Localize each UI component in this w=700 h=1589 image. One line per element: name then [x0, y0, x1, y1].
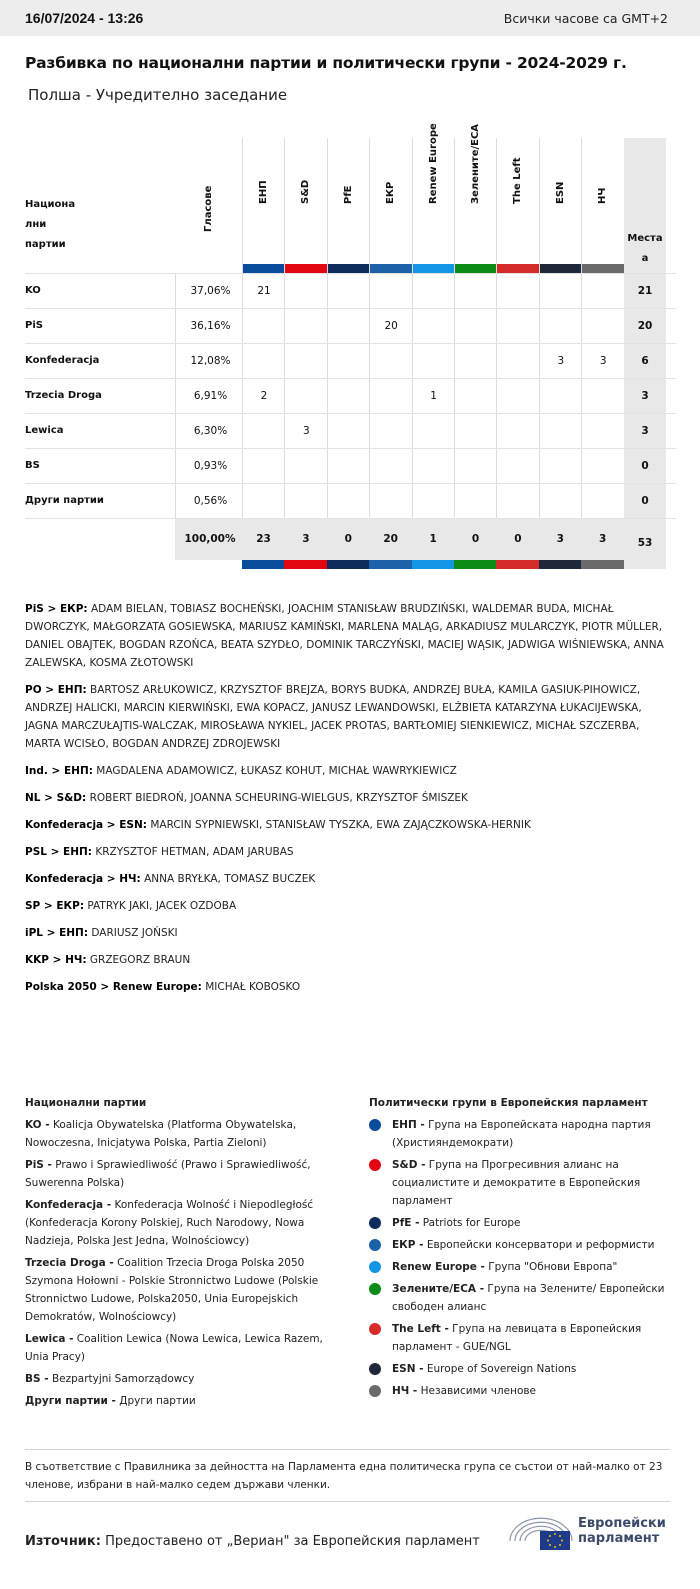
legend-key: The Left -: [392, 1323, 449, 1335]
table-row: [25, 378, 676, 413]
member-list-item: [25, 789, 670, 807]
group-color-bar: [454, 560, 497, 569]
group-color-dot-icon: [369, 1159, 381, 1171]
seat-cell: 21: [242, 274, 285, 308]
vote-share: 36,16%: [175, 309, 245, 343]
legend-text: Други партии: [119, 1395, 196, 1407]
legend-text: Група на Европейската народна партия (Християндемократи): [392, 1119, 651, 1149]
legend-text: Bezpartyjni Samorządowcy: [51, 1373, 195, 1385]
legend-party-item: [25, 1156, 335, 1192]
total-votes: 100,00%: [175, 519, 245, 560]
page-title: Разбивка по национални партии и политически групи - 2024-2029 г.: [25, 54, 627, 72]
seat-cell: [412, 414, 455, 448]
member-names: DARIUSZ JOŃSKI: [91, 927, 178, 939]
member-names: ANNA BRYŁKA, TOMASZ BUCZEK: [144, 873, 316, 885]
vote-share: 0,56%: [175, 484, 245, 518]
seat-cell: [242, 484, 285, 518]
legend-party-items: [25, 1116, 335, 1410]
total-cell: 23: [242, 519, 285, 560]
group-color-bar: [455, 264, 497, 273]
table-row: [25, 483, 676, 518]
seat-cell: 3: [284, 414, 327, 448]
seat-cell: [327, 274, 370, 308]
legend-text: Група на Зелените/ Европейски свободен алианс: [392, 1283, 665, 1313]
seat-cell: [581, 449, 624, 483]
member-names: PATRYK JAKI, JACEK OZDOBA: [87, 900, 237, 912]
seat-cell: [581, 379, 624, 413]
member-list-item: [25, 681, 670, 753]
legend-party-item: [25, 1330, 335, 1366]
member-lists: [25, 600, 670, 1005]
member-names: BARTOSZ ARŁUKOWICZ, KRZYSZTOF BREJZA, BORYS BUDKA, ANDRZEJ BUŁA, KAMILA GASIUK-PIHOWICZ, ANDRZEJ HALICKI, MARCIN KIERWIŃSKI, EWA KOPACZ, JANUSZ LEWANDOWSKI, ELŻBIETA KATARZYNA ŁUKACIJEWSKA, JAGNA MARCZUŁAJTIS-WALCZAK, MIROSŁAWA NYKIEL, JACEK PROTAS, BARTŁOMIEJ SIENKIEWICZ, MICHAŁ SZCZERBA, MARTA WCISŁO, BOGDAN ANDRZEJ ZDROJEWSKI: [25, 684, 642, 750]
group-color-dot-icon: [369, 1261, 381, 1273]
totals-row: [25, 518, 676, 568]
group-color-bar: [369, 560, 412, 569]
group-color-bar: [284, 560, 327, 569]
legend-key: PfE -: [392, 1217, 420, 1229]
group-column-header: [284, 138, 327, 273]
legend-text: Група "Обнови Европа": [488, 1261, 618, 1273]
legend-text: Coalition Lewica (Nowa Lewica, Lewica Razem, Unia Pracy): [25, 1333, 323, 1363]
group-label: ЕНП: [258, 180, 269, 204]
seat-cell: [496, 379, 539, 413]
member-list-item: [25, 978, 670, 996]
legend-group-item: [369, 1360, 669, 1378]
legend-party-item: [25, 1196, 335, 1250]
total-cell: 3: [539, 519, 582, 560]
legend-key: Зелените/ECA -: [392, 1283, 485, 1295]
table-row: [25, 273, 676, 308]
seat-cell: [327, 449, 370, 483]
member-group-key: NL > S&D:: [25, 792, 87, 804]
legend-group-item: [369, 1280, 669, 1316]
seat-cell: [412, 484, 455, 518]
seat-cell: 1: [412, 379, 455, 413]
seat-cell: [284, 379, 327, 413]
table-body: [25, 273, 676, 518]
group-label: ЕКР: [385, 181, 397, 204]
group-color-dot-icon: [369, 1283, 381, 1295]
member-list-item: [25, 600, 670, 672]
member-group-key: Konfederacja > ESN:: [25, 819, 147, 831]
seat-cell: [539, 274, 582, 308]
member-names: ADAM BIELAN, TOBIASZ BOCHEŃSKI, JOACHIM STANISŁAW BRUDZIŃSKI, WALDEMAR BUDA, MICHAŁ DWORCZYK, MAŁGORZATA GOSIEWSKA, MARIUSZ KAMIŃSKI, MARLENA MALĄG, ARKADIUSZ MULARCZYK, PIOTR MÜLLER, DANIEL OBAJTEK, BOGDAN RZOŃCA, BEATA SZYDŁO, DOMINIK TARCZYŃSKI, MACIEJ WĄSIK, JADWIGA WIŚNIEWSKA, ANNA ZALEWSKA, KOSMA ZŁOTOWSKI: [25, 603, 664, 669]
seat-cell: [242, 309, 285, 343]
seat-cell: [369, 484, 412, 518]
member-list-item: [25, 924, 670, 942]
party-name: Lewica: [25, 425, 64, 436]
seat-cell: [242, 344, 285, 378]
legend-text: Coalition Trzecia Droga Polska 2050 Szymona Hołowni - Polskie Stronnictwo Ludowe (Polskie Stronnictwo Ludowe, Polska2050, Unia Europejskich Demokratów, Wolnościowcy): [25, 1257, 319, 1323]
seat-cell: [454, 414, 497, 448]
total-cell: 0: [454, 519, 497, 560]
national-parties-legend: [25, 1094, 335, 1414]
seat-cell: 20: [369, 309, 412, 343]
legend-group-item: [369, 1382, 669, 1400]
legend-text: Група на Прогресивния алианс на социалистите и демократите в Европейския парламент: [392, 1159, 641, 1207]
group-label: The Left: [512, 157, 524, 204]
legend-key: Trzecia Droga -: [25, 1257, 114, 1269]
group-color-bar: [242, 560, 285, 569]
group-column-header: [539, 138, 582, 273]
legend-heading: Политически групи в Европейския парламент: [369, 1097, 648, 1109]
group-color-bar: [370, 264, 412, 273]
header-line: лни: [25, 219, 47, 230]
legend-key: Lewica -: [25, 1333, 74, 1345]
group-color-bar: [496, 560, 539, 569]
group-label: ESN: [554, 181, 566, 204]
total-cell: 0: [327, 519, 370, 560]
member-group-key: PO > ЕНП:: [25, 684, 87, 696]
group-column-header: [327, 138, 370, 273]
seat-cell: [454, 379, 497, 413]
member-list-item: [25, 816, 670, 834]
seat-total: 0: [624, 484, 666, 518]
group-color-bar: [243, 264, 285, 273]
group-label: PfE: [342, 185, 354, 204]
member-group-key: iPL > ЕНП:: [25, 927, 89, 939]
group-label: S&D: [300, 179, 312, 204]
group-column-header: [454, 123, 497, 273]
legend-group-item: [369, 1214, 669, 1232]
seat-cell: [454, 274, 497, 308]
member-names: MARCIN SYPNIEWSKI, STANISŁAW TYSZKA, EWA ZAJĄCZKOWSKA-HERNIK: [150, 819, 531, 831]
total-cell: 1: [412, 519, 455, 560]
seat-cell: [284, 274, 327, 308]
seat-cell: [242, 414, 285, 448]
seat-total: 3: [624, 379, 666, 413]
legend-key: BS -: [25, 1373, 49, 1385]
seat-cell: [412, 344, 455, 378]
member-names: GRZEGORZ BRAUN: [89, 954, 191, 966]
group-color-bar: [412, 560, 455, 569]
seat-cell: [581, 414, 624, 448]
vote-share: 6,30%: [175, 414, 245, 448]
member-group-key: Ind. > ЕНП:: [25, 765, 93, 777]
seat-cell: 2: [242, 379, 285, 413]
legend-text: Европейски консерватори и реформисти: [426, 1239, 655, 1251]
group-color-bar: [581, 560, 624, 569]
vote-share: 6,91%: [175, 379, 245, 413]
seat-cell: [242, 449, 285, 483]
member-list-item: [25, 843, 670, 861]
legend-party-item: [25, 1116, 335, 1152]
seat-cell: [284, 344, 327, 378]
seat-cell: 3: [581, 344, 624, 378]
group-label: Renew Europe: [427, 123, 439, 204]
page-subtitle: Полша - Учредително заседание: [28, 86, 288, 104]
logo-line: Европейски: [578, 1516, 666, 1531]
party-name: Trzecia Droga: [25, 390, 102, 401]
vote-share: 12,08%: [175, 344, 245, 378]
timestamp: 16/07/2024 - 13:26: [25, 10, 144, 26]
member-list-item: [25, 897, 670, 915]
seat-cell: [327, 379, 370, 413]
source-text: Предоставено от „Вериан" за Европейския парламент: [105, 1534, 480, 1549]
group-color-dot-icon: [369, 1239, 381, 1251]
legend-group-item: [369, 1156, 669, 1210]
table-header: [25, 123, 676, 273]
legend-text: Koalicja Obywatelska (Platforma Obywatelska, Nowoczesna, Inicjatywa Polska, Partia Zieloni): [25, 1119, 297, 1149]
seat-cell: [327, 484, 370, 518]
seat-cell: [539, 484, 582, 518]
votes-header-label: Гласове: [203, 185, 214, 232]
seat-cell: [369, 449, 412, 483]
seat-cell: [327, 414, 370, 448]
group-column-header: [369, 138, 412, 273]
seat-cell: [369, 414, 412, 448]
party-name: Други партии: [25, 495, 104, 506]
group-color-bar: [540, 264, 582, 273]
seat-cell: [539, 414, 582, 448]
table-row: [25, 448, 676, 483]
legend-text: Prawo i Sprawiedliwość (Prawo i Sprawiedliwość, Suwerenna Polska): [25, 1159, 311, 1189]
legend-key: Други партии -: [25, 1395, 116, 1407]
legend-text: Група на левицата в Европейския парламент - GUE/NGL: [392, 1323, 642, 1353]
member-group-key: Konfederacja > НЧ:: [25, 873, 141, 885]
legend-key: ЕКР -: [392, 1239, 424, 1251]
total-cell: 0: [496, 519, 539, 560]
ep-logo-text: [578, 1516, 666, 1546]
logo-line: парламент: [578, 1531, 660, 1546]
votes-header: [175, 138, 245, 273]
member-group-key: Polska 2050 > Renew Europe:: [25, 981, 202, 993]
seat-cell: [327, 309, 370, 343]
table-row: [25, 413, 676, 448]
group-color-dot-icon: [369, 1119, 381, 1131]
group-label: Зелените/ECA: [470, 123, 481, 204]
seat-cell: [539, 379, 582, 413]
seat-cell: [496, 414, 539, 448]
seat-cell: [496, 484, 539, 518]
source-label: Източник:: [25, 1534, 101, 1549]
seat-cell: [412, 309, 455, 343]
political-groups-legend: [369, 1094, 669, 1404]
table-row: [25, 343, 676, 378]
seat-cell: [412, 449, 455, 483]
seat-cell: [454, 449, 497, 483]
seat-total: 6: [624, 344, 666, 378]
seat-cell: [284, 449, 327, 483]
source-line: [25, 1534, 480, 1549]
divider: [25, 1501, 670, 1502]
member-names: ROBERT BIEDROŃ, JOANNA SCHEURING-WIELGUS, KRZYSZTOF ŚMISZEK: [89, 792, 468, 804]
seat-total: 20: [624, 309, 666, 343]
seat-cell: [496, 449, 539, 483]
rules-note: В съответствие с Правилника за дейността на Парламента една политическа група се състои от най-малко от 23 членове, избрани в най-малко седем държави членки.: [25, 1449, 670, 1494]
legend-group-item: [369, 1236, 669, 1254]
timezone-note: Всички часове са GMT+2: [503, 10, 668, 26]
group-color-dot-icon: [369, 1363, 381, 1375]
seat-cell: [581, 309, 624, 343]
seat-cell: [412, 274, 455, 308]
group-color-bar: [582, 264, 624, 273]
member-list-item: [25, 870, 670, 888]
top-bar: [0, 0, 700, 36]
total-cell: 3: [284, 519, 327, 560]
legend-group-item: [369, 1258, 669, 1276]
legend-key: S&D -: [392, 1159, 426, 1171]
member-group-key: PSL > ЕНП:: [25, 846, 93, 858]
group-color-bar: [328, 264, 370, 273]
seat-cell: [454, 344, 497, 378]
legend-group-item: [369, 1320, 669, 1356]
legend-key: Renew Europe -: [392, 1261, 485, 1273]
seat-cell: [581, 274, 624, 308]
vote-share: 37,06%: [175, 274, 245, 308]
member-group-key: KKP > НЧ:: [25, 954, 87, 966]
seat-cell: [369, 379, 412, 413]
group-color-bar: [285, 264, 327, 273]
seat-total: 3: [624, 414, 666, 448]
legend-key: НЧ -: [392, 1385, 418, 1397]
legend-key: ЕНП -: [392, 1119, 425, 1131]
national-parties-header: [25, 195, 95, 255]
group-color-dot-icon: [369, 1385, 381, 1397]
seat-cell: [454, 309, 497, 343]
group-column-header: [496, 138, 539, 273]
table-row: [25, 308, 676, 343]
member-names: MAGDALENA ADAMOWICZ, ŁUKASZ KOHUT, MICHAŁ WAWRYKIEWICZ: [96, 765, 457, 777]
group-color-bar: [413, 264, 455, 273]
legend-heading: Национални партии: [25, 1097, 147, 1109]
legend-text: Независими членове: [420, 1385, 537, 1397]
member-group-key: PiS > ЕКР:: [25, 603, 88, 615]
total-cell: 20: [369, 519, 412, 560]
legend-key: Konfederacja -: [25, 1199, 112, 1211]
legend-key: KO -: [25, 1119, 50, 1131]
group-column-header: [412, 123, 455, 273]
party-name: Konfederacja: [25, 355, 100, 366]
seat-cell: [539, 309, 582, 343]
seat-cell: [454, 484, 497, 518]
legend-key: ESN -: [392, 1363, 424, 1375]
member-list-item: [25, 951, 670, 969]
seats-header-label: Места а: [627, 233, 663, 264]
legend-party-item: [25, 1392, 335, 1410]
member-names: MICHAŁ KOBOSKO: [205, 981, 301, 993]
group-color-bar: [497, 264, 539, 273]
seat-cell: [284, 484, 327, 518]
seat-cell: [327, 344, 370, 378]
seat-cell: [284, 309, 327, 343]
seat-total: 21: [624, 274, 666, 308]
total-cell: 3: [581, 519, 624, 560]
member-group-key: SP > ЕКР:: [25, 900, 85, 912]
seat-cell: [496, 344, 539, 378]
seat-cell: [369, 274, 412, 308]
legend-party-item: [25, 1254, 335, 1326]
header-line: Национа: [25, 199, 76, 210]
results-table: [25, 123, 676, 568]
legend-text: Europe of Sovereign Nations: [426, 1363, 577, 1375]
party-name: KO: [25, 285, 41, 296]
party-name: PiS: [25, 320, 43, 331]
legend-key: PiS -: [25, 1159, 52, 1171]
vote-share: 0,93%: [175, 449, 245, 483]
group-label: НЧ: [597, 187, 609, 204]
seat-cell: [496, 309, 539, 343]
legend-text: Konfederacja Wolność i Niepodległość (Konfederacja Korony Polskiej, Ruch Narodowy, Nowa Nadzieja, Polska Jest Jedna, Wolnościowcy): [25, 1199, 314, 1247]
legend-group-item: [369, 1116, 669, 1152]
header-line: партии: [25, 239, 66, 250]
group-color-dot-icon: [369, 1217, 381, 1229]
seat-cell: [539, 449, 582, 483]
group-color-bar: [539, 560, 582, 569]
group-color-dot-icon: [369, 1323, 381, 1335]
group-column-header: [581, 138, 624, 273]
legend-group-items: [369, 1116, 669, 1400]
group-column-header: [242, 138, 285, 273]
seat-total: 0: [624, 449, 666, 483]
seats-header: [624, 138, 666, 273]
member-names: KRZYSZTOF HETMAN, ADAM JARUBAS: [95, 846, 294, 858]
seat-cell: 3: [539, 344, 582, 378]
legend-party-item: [25, 1370, 335, 1388]
seat-cell: [496, 274, 539, 308]
total-seats: 53: [624, 519, 666, 569]
member-list-item: [25, 762, 670, 780]
seat-cell: [369, 344, 412, 378]
group-color-bar: [327, 560, 370, 569]
party-name: BS: [25, 460, 40, 471]
legend-text: Patriots for Europe: [422, 1217, 521, 1229]
seat-cell: [581, 484, 624, 518]
